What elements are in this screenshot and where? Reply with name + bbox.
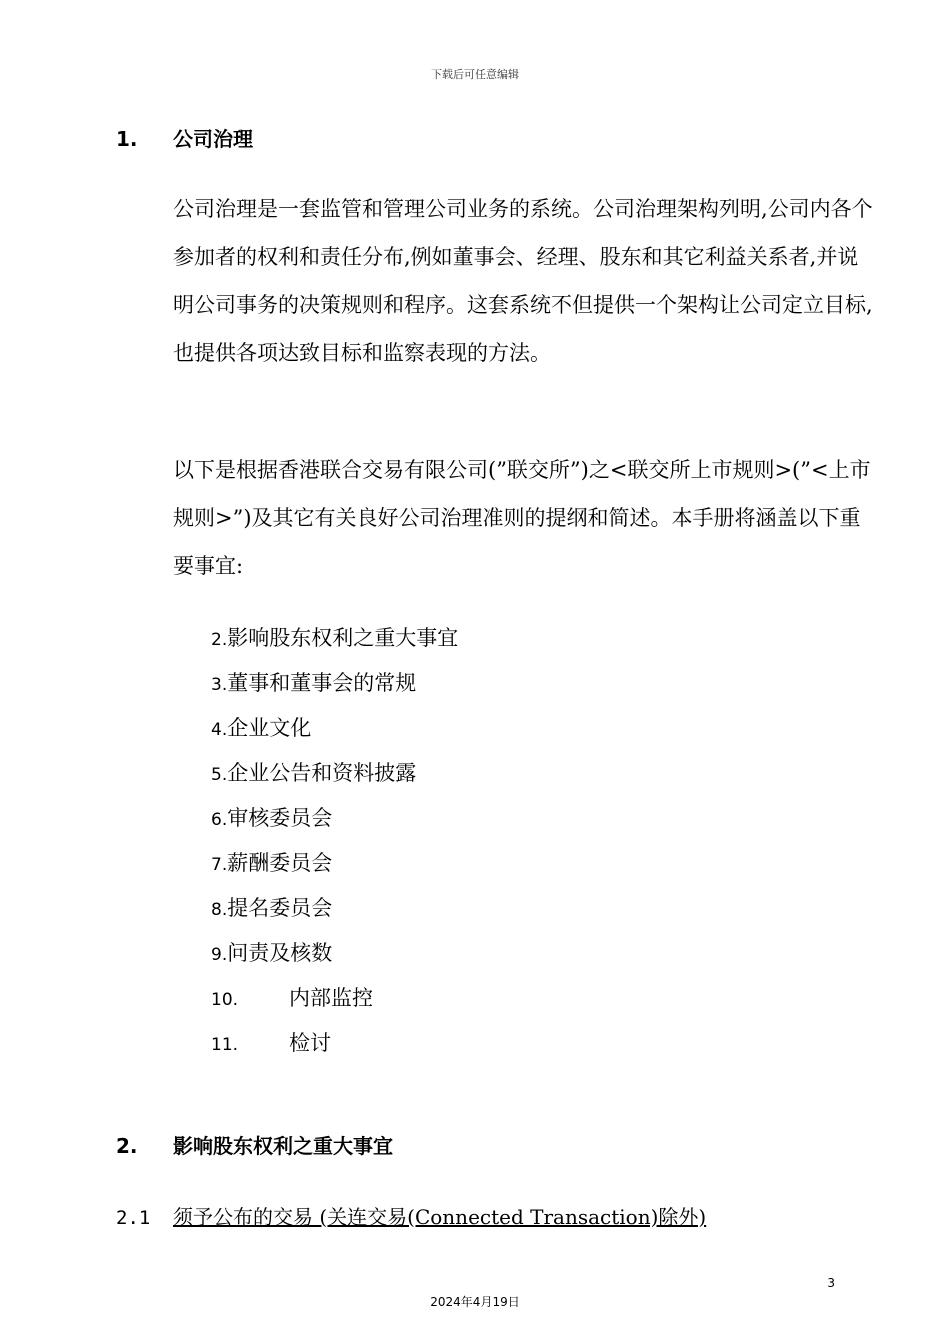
subsection-2-1-heading (116, 1201, 706, 1230)
footer-date: 2024年4月19日 (430, 1295, 520, 1309)
topic-list-item: 5.企业公告和资料披露 (211, 761, 417, 785)
topic-list-item: 8.提名委员会 (211, 896, 333, 920)
section-2-heading (116, 1130, 393, 1159)
subsection-2-1-number: 2.1 (116, 1207, 151, 1229)
section-2-number: 2. (116, 1134, 138, 1158)
topic-list-item: 7.薪酬委员会 (211, 851, 333, 875)
topic-list (211, 616, 458, 1066)
section-1-paragraph-2: 以下是根据香港联合交易有限公司(”联交所”)之<联交所上市规则>(”<上市规则>”)及其它有关良好公司治理准则的提纲和简述。本手册将涵盖以下重要事宜: (173, 458, 871, 578)
section-1-number: 1. (116, 127, 138, 151)
topic-list-item: 3.董事和董事会的常规 (211, 671, 417, 695)
section-1-title: 公司治理 (173, 127, 253, 151)
section-1-paragraph-1: 公司治理是一套监管和管理公司业务的系统。公司治理架构列明,公司内各个参加者的权利和责任分布,例如董事会、经理、股东和其它利益关系者,并说明公司事务的决策规则和程序。这套系统不但提供一个架构让公司定立目标,也提供各项达致目标和监察表现的方法。 (173, 197, 873, 365)
section-2-title: 影响股东权利之重大事宜 (173, 1134, 393, 1158)
topic-list-item: 4.企业文化 (211, 716, 312, 740)
topic-list-item: 10. 内部监控 (211, 986, 373, 1010)
topic-list-item: 6.审核委员会 (211, 806, 333, 830)
header-note: 下载后可任意编辑 (431, 68, 519, 81)
topic-list-item: 9.问责及核数 (211, 941, 333, 965)
page-number: 3 (827, 1276, 835, 1290)
topic-list-item: 11. 检讨 (211, 1031, 331, 1055)
topic-list-item: 2.影响股东权利之重大事宜 (211, 626, 459, 650)
subsection-2-1-title: 须予公布的交易 (关连交易(Connected Transaction)除外) (173, 1205, 707, 1229)
section-1-heading (116, 123, 253, 152)
